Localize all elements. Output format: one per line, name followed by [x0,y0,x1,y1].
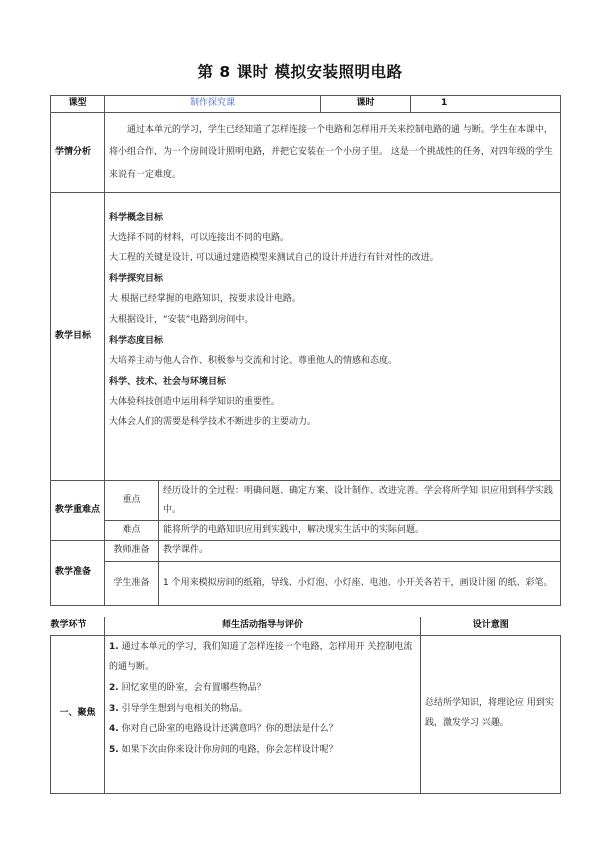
student-prep-text: 1 个用来模拟房间的纸箱，导线、小灯泡、小灯座、电池、小开关各若干，画设计图 的纸、彩笔。 [159,562,561,606]
difficulty-row [51,521,561,541]
difficulty-label: 难点 [105,521,159,541]
stage1-row [51,635,561,793]
type-label: 课型 [51,96,105,113]
focus-row [51,481,561,521]
period-value: 1 [411,96,561,113]
step-item: 5. 如果下次由你来设计你房间的电路，你会怎样设计呢？ [109,744,338,755]
goal-item: 大体会人们的需要是科学技术不断进步的主要动力。 [109,417,317,428]
teacher-prep-label: 教师准备 [105,541,159,562]
focus-label: 重点 [105,481,159,521]
goals-label: 教学目标 [51,193,105,481]
goal-item: 大根据设计，“安装”电路到房间中。 [109,314,254,325]
analysis-label: 学情分析 [51,113,105,193]
stage-header: 教学环节 [51,617,105,635]
analysis-row [51,113,561,193]
goal-heading: 科学概念目标 [109,213,164,223]
teacher-prep-text: 教学课件。 [159,541,561,562]
goals-content [109,193,556,432]
goal-item: 大选择不同的材料，可以连接出不同的电路。 [109,232,290,243]
lesson-type-row [51,96,561,113]
type-value: 制作探究课 [105,96,321,113]
goal-item: 大工程的关键是设计, 可以通过建造模型来测试自己的设计并进行有针对性的改进。 [109,253,439,264]
goal-item: 大 根据已经掌握的电路知识，按要求设计电路。 [109,294,301,305]
student-prep-label: 学生准备 [105,562,159,606]
stage1-steps [109,637,416,761]
student-prep-row [51,562,561,606]
stage1-label: 一、聚焦 [51,635,105,793]
step-item: 2. 回忆家里的卧室，会有置哪些物品？ [109,682,266,693]
key-points-label: 教学重难点 [51,481,105,541]
step-item: 1. 通过本单元的学习，我们知道了怎样连接一个电路，怎样用开 关控制电流的通与断。 [109,641,413,673]
stage1-intent: 总结所学知识，将理论应 用到实践，激发学习 兴趣。 [421,635,561,793]
prep-label: 教学准备 [51,541,105,606]
goal-heading: 科学探究目标 [109,274,164,285]
activity-header: 师生活动指导与评价 [105,617,421,635]
goal-heading: 科学态度目标 [109,335,164,346]
period-label: 课时 [321,96,411,113]
teacher-prep-row [51,541,561,562]
goal-heading: 科学、技术、社会与环境目标 [109,376,227,387]
analysis-text: 通过本单元的学习，学生已经知道了怎样连接一个电路和怎样用开关来控制电路的通 与断。学生在本课中，将小组合作，为一个房间设计照明电路，并把它安装在一个小房子里。 这是一个挑战性的任务，对四年级的学生来说有一定难度。 [109,125,553,180]
goal-item: 大体验科技创造中运用科学知识的重要性。 [109,396,281,407]
goals-row [51,193,561,481]
difficulty-text: 能将所学的电路知识应用到实践中，解决现实生活中的实际问题。 [159,521,561,541]
step-item: 4. 你对自己卧室的电路设计还满意吗？你的想法是什么？ [109,724,338,735]
process-table [50,617,561,794]
step-item: 3. 引导学生想到与电相关的物品。 [109,703,248,714]
focus-text: 经历设计的全过程：明确问题、确定方案、设计制作、改进完善。学会将所学知 识应用到科学实践中。 [159,481,561,521]
intent-header: 设计意图 [421,617,561,635]
lesson-plan-table [50,95,561,606]
goal-item: 大培养主动与他人合作、积极参与交流和讨论、尊重他人的情感和态度。 [109,355,398,366]
page-title: 第 8 课时 模拟安装照明电路 [197,63,403,81]
process-header-row [51,617,561,635]
